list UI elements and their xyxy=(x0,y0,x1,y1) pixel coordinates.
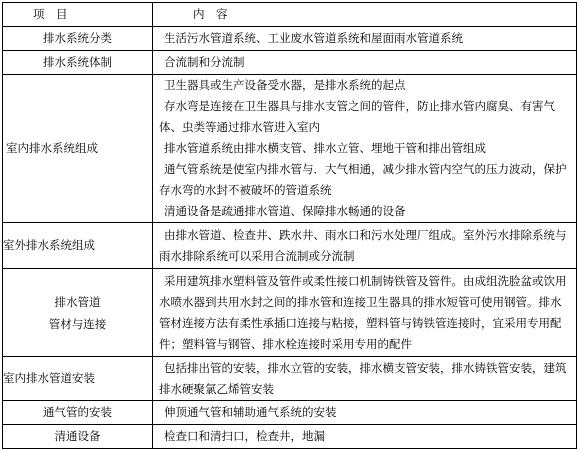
row-label-line: 管材与连接 xyxy=(48,316,107,331)
table-row xyxy=(3,27,577,51)
row-label: 排水系统体制 xyxy=(3,51,153,75)
row-content xyxy=(153,75,577,223)
drainage-system-table xyxy=(2,2,577,449)
row-label: 室外排水系统组成 xyxy=(3,223,153,269)
row-label: 通气管的安装 xyxy=(3,401,153,425)
content-line: 存水弯是连接在卫生器具与排水支管之间的管件，防止排水管内腐臭、有害气体、虫类等通过排水管进入室内 xyxy=(159,99,555,134)
content-line: 清通设备是疏通排水管道、保障排水畅通的设备 xyxy=(164,204,406,218)
table-row xyxy=(3,357,577,401)
header-content xyxy=(153,3,577,27)
table-row xyxy=(3,75,577,223)
row-label xyxy=(3,269,153,357)
row-content: 生活污水管道系统、工业废水管道系统和屋面雨水管道系统 xyxy=(153,27,577,51)
row-content: 合流制和分流制 xyxy=(153,51,577,75)
table-row xyxy=(3,51,577,75)
row-label: 清通设备 xyxy=(3,425,153,449)
row-label: 室内排水管道安装 xyxy=(3,357,153,401)
row-content: 伸顶通气管和辅助通气系统的安装 xyxy=(153,401,577,425)
table-row xyxy=(3,425,577,449)
table-row xyxy=(3,223,577,269)
header-item xyxy=(3,3,153,27)
content-line: 通气管系统是使室内排水管与．大气相通，减少排水管内空气的压力波动，保护存水弯的水封不被破坏的管道系统 xyxy=(159,162,567,197)
table-header-row xyxy=(3,3,577,27)
row-content: 采用建筑排水塑料管及管件或柔性接口机制铸铁管及管件。由成组洗脸盆或饮用水喷水器到共用水封之间的排水管和连接卫生器具的排水短管可使用钢管。排水管材连接方法有柔性承插口连接与粘接，塑料管与铸铁管连接时，宜采用专用配件；塑料管与钢管、排水栓连接时采用专用的配件 xyxy=(153,269,577,357)
content-line: 卫生器具或生产设备受水器，是排水系统的起点 xyxy=(164,78,406,92)
content-line: 排水管道系统由排水横支管、排水立管、埋地干管和排出管组成 xyxy=(164,141,486,155)
header-content-label: 内 容 xyxy=(193,7,228,21)
header-item-label: 项 目 xyxy=(33,7,68,21)
row-content: 由排水管道、检查井、跌水井、雨水口和污水处理厂组成。室外污水排除系统与雨水排除系统可以采用合流制或分流制 xyxy=(153,223,577,269)
row-content: 检查口和清扫口，检查井，地漏 xyxy=(153,425,577,449)
row-content: 包括排出管的安装，排水立管的安装，排水横支管安装，排水铸铁管安装，建筑排水硬聚氯乙烯管安装 xyxy=(153,357,577,401)
table-row xyxy=(3,401,577,425)
row-label: 室内排水系统组成 xyxy=(3,75,153,223)
row-label: 排水系统分类 xyxy=(3,27,153,51)
table-row xyxy=(3,269,577,357)
row-label-line: 排水管道 xyxy=(54,294,101,309)
